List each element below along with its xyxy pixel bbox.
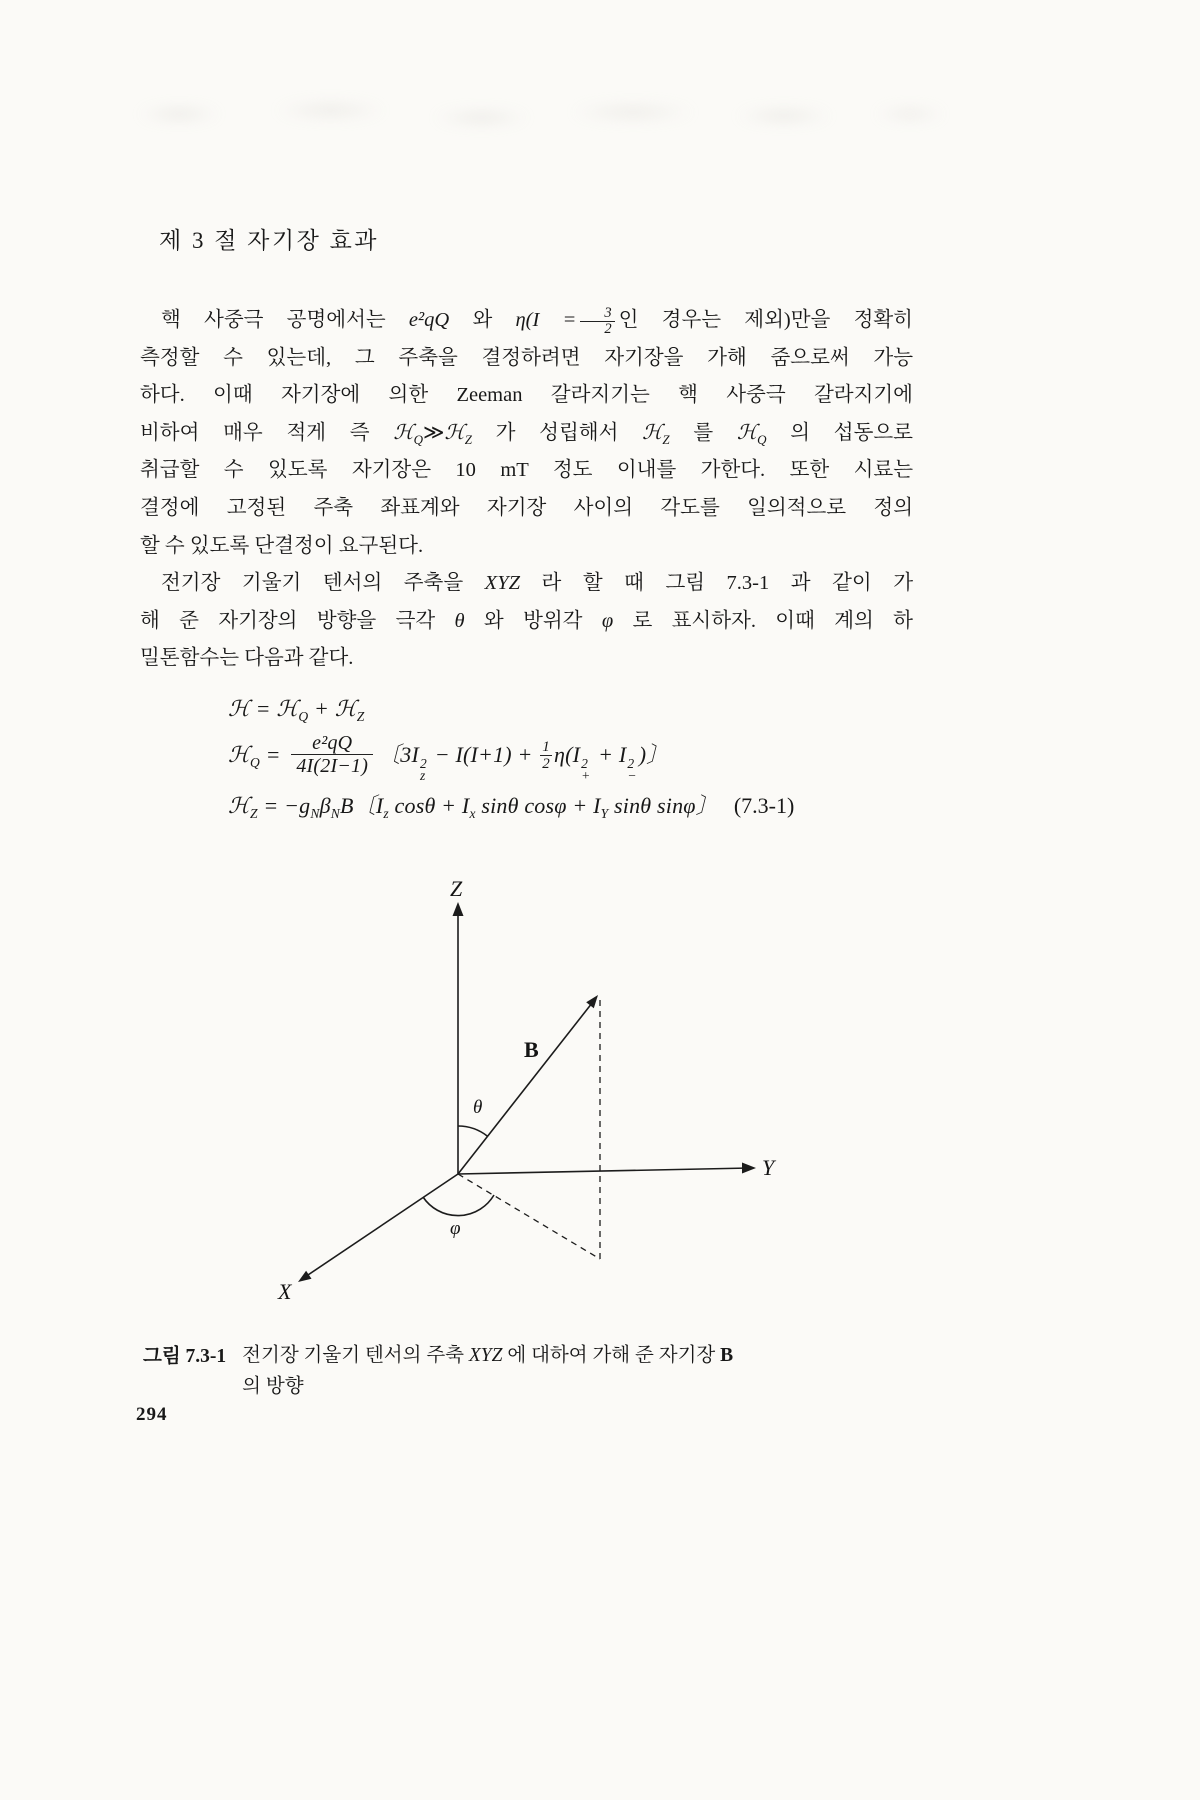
superscript: 2 bbox=[627, 756, 635, 771]
math-run: XYZ bbox=[484, 572, 520, 594]
text-run: 로 표시하자. 이때 계의 하 bbox=[613, 609, 913, 632]
subscript: Z bbox=[356, 709, 365, 724]
math-run: e²qQ bbox=[408, 309, 450, 331]
subscript: Z bbox=[249, 806, 258, 821]
x-axis bbox=[302, 1174, 458, 1279]
text-line: 취급할 수 있도록 자기장은 10 mT 정도 이내를 가한다. 또한 시료는 bbox=[140, 459, 913, 482]
text-run: 인 경우는 제외)만을 정확히 bbox=[618, 309, 913, 331]
subscript: Q bbox=[413, 431, 423, 447]
text-run: 전기장 기울기 텐서의 주축을 bbox=[161, 572, 485, 594]
hamiltonian-symbol: ℋ bbox=[736, 421, 758, 444]
text-run: 와 bbox=[449, 309, 516, 331]
text-line: 결정에 고정된 주축 좌표계와 자기장 사이의 각도를 일의적으로 정의 bbox=[140, 496, 913, 519]
sup-sub-stack bbox=[627, 758, 636, 782]
axis-label-y: Y bbox=[762, 1155, 775, 1180]
subscript: + bbox=[581, 768, 591, 783]
text-run: 해 준 자기장의 방향을 극각 bbox=[140, 609, 455, 632]
hamiltonian-symbol: ℋ bbox=[228, 696, 250, 721]
hamiltonian-symbol: ℋ bbox=[393, 421, 414, 444]
hamiltonian-symbol: ℋ bbox=[334, 696, 357, 721]
fraction-denominator: 2 bbox=[580, 321, 614, 337]
text-line: 할 수 있도록 단결정이 요구된다. bbox=[140, 534, 424, 557]
math-run: )〕 bbox=[638, 742, 669, 767]
text-line bbox=[140, 603, 913, 641]
fraction bbox=[291, 732, 373, 777]
equation-number: (7.3-1) bbox=[733, 793, 795, 818]
theta-label: θ bbox=[473, 1097, 483, 1118]
scan-artifact bbox=[112, 96, 952, 132]
phi-label: φ bbox=[450, 1218, 461, 1239]
subscript: z bbox=[383, 806, 389, 821]
text-run: 에 대하여 가해 준 자기장 bbox=[502, 1345, 721, 1366]
section-heading: 제 3 절 자기장 효과 bbox=[159, 228, 380, 253]
hamiltonian-symbol: ℋ bbox=[444, 421, 465, 444]
fraction-denominator: 4I(2I−1) bbox=[291, 754, 373, 777]
math-run: cosθ + I bbox=[388, 793, 470, 818]
text-line: 밀톤함수는 다음과 같다. bbox=[140, 647, 354, 670]
text-run: 가 성립해서 bbox=[471, 421, 643, 444]
text-run: 를 bbox=[669, 421, 737, 444]
text-run: 의 섭동으로 bbox=[766, 421, 913, 444]
b-vector-label: B bbox=[524, 1037, 539, 1062]
caption-line: 의 방향 bbox=[242, 1376, 304, 1397]
math-run: − I(I+1) + bbox=[429, 742, 539, 767]
subscript: Q bbox=[249, 755, 260, 770]
equation-quadrupole bbox=[228, 726, 794, 784]
math-run: θ bbox=[454, 609, 465, 632]
subscript: Z bbox=[662, 431, 670, 447]
z-arrowhead bbox=[453, 902, 464, 916]
math-run: B〔I bbox=[339, 793, 384, 818]
math-run: β bbox=[319, 793, 331, 818]
axis-label-z: Z bbox=[450, 876, 463, 901]
subscript: N bbox=[310, 806, 320, 821]
fraction-half bbox=[540, 739, 552, 772]
math-run: ≫ bbox=[422, 421, 445, 444]
equals-sign: = bbox=[259, 742, 287, 767]
math-run: η(I bbox=[553, 742, 581, 767]
paragraph-1 bbox=[140, 302, 913, 565]
math-run: sinθ sinφ〕 bbox=[608, 793, 718, 818]
plus-sign: + bbox=[308, 696, 335, 721]
text-run: 라 할 때 그림 7.3-1 과 같이 가 bbox=[520, 572, 913, 594]
hamiltonian-symbol: ℋ bbox=[276, 696, 299, 721]
subscript: N bbox=[330, 806, 340, 821]
math-run: 〔3I bbox=[378, 742, 420, 767]
equation-zeeman bbox=[228, 786, 794, 826]
text-line bbox=[140, 415, 913, 453]
subscript: Y bbox=[600, 806, 609, 821]
sup-sub-stack bbox=[420, 758, 427, 782]
subscript: z bbox=[420, 768, 426, 783]
math-run: −g bbox=[284, 793, 311, 818]
text-run: 핵 사중극 공명에서는 bbox=[161, 309, 409, 331]
fraction-numerator: 1 bbox=[542, 739, 550, 756]
y-arrowhead bbox=[742, 1163, 756, 1174]
math-run: sinθ cosφ + I bbox=[475, 793, 601, 818]
equals-sign: = bbox=[249, 696, 277, 721]
text-line bbox=[140, 302, 913, 340]
figure-caption-body bbox=[242, 1340, 733, 1402]
math-run: φ bbox=[601, 609, 614, 632]
text-line: 하다. 이때 자기장에 의한 Zeeman 갈라지기는 핵 사중극 갈라지기에 bbox=[140, 384, 913, 407]
b-vector bbox=[458, 998, 596, 1174]
text-line: 측정할 수 있는데, 그 주축을 결정하려면 자기장을 가해 줌으로써 가능 bbox=[140, 346, 913, 369]
fraction-denominator: 2 bbox=[542, 756, 550, 773]
figure-7-3-1-diagram bbox=[200, 872, 820, 1312]
text-run: 비하여 매우 적게 즉 bbox=[140, 421, 394, 444]
hamiltonian-symbol: ℋ bbox=[228, 793, 250, 818]
hamiltonian-symbol: ℋ bbox=[228, 742, 250, 767]
figure-caption bbox=[143, 1340, 733, 1402]
page-number: 294 bbox=[136, 1404, 168, 1425]
axis-label-x: X bbox=[278, 1279, 292, 1304]
math-run: η(I = bbox=[515, 309, 577, 331]
phi-arc bbox=[423, 1195, 494, 1216]
y-axis bbox=[458, 1168, 750, 1174]
fraction-numerator: 3 bbox=[604, 304, 612, 321]
x-arrowhead bbox=[298, 1271, 312, 1282]
subscript: Q bbox=[298, 709, 309, 724]
math-run: XYZ bbox=[468, 1345, 503, 1366]
equation-block bbox=[228, 692, 794, 826]
equation-hamiltonian-sum bbox=[228, 692, 794, 726]
fraction-numerator: e²qQ bbox=[312, 732, 353, 755]
inline-fraction bbox=[580, 306, 614, 337]
figure-caption-tag: 그림 7.3-1 bbox=[143, 1346, 227, 1367]
sup-sub-stack bbox=[581, 758, 590, 782]
text-line bbox=[140, 565, 913, 603]
caption-line bbox=[242, 1340, 733, 1371]
math-run: B bbox=[720, 1345, 734, 1366]
paragraph-2 bbox=[140, 565, 913, 678]
subscript: x bbox=[469, 806, 476, 821]
text-run: 와 방위각 bbox=[464, 609, 602, 632]
subscript: Z bbox=[464, 431, 472, 447]
equals-sign: = bbox=[257, 793, 285, 818]
b-arrowhead bbox=[586, 995, 598, 1008]
hamiltonian-symbol: ℋ bbox=[642, 421, 663, 444]
text-run: 전기장 기울기 텐서의 주축 bbox=[242, 1345, 469, 1366]
superscript: 2 bbox=[581, 756, 589, 771]
superscript: 2 bbox=[420, 756, 427, 771]
subscript: Q bbox=[757, 431, 767, 447]
subscript: − bbox=[627, 768, 637, 783]
theta-arc bbox=[458, 1126, 488, 1136]
math-run: + I bbox=[592, 742, 627, 767]
